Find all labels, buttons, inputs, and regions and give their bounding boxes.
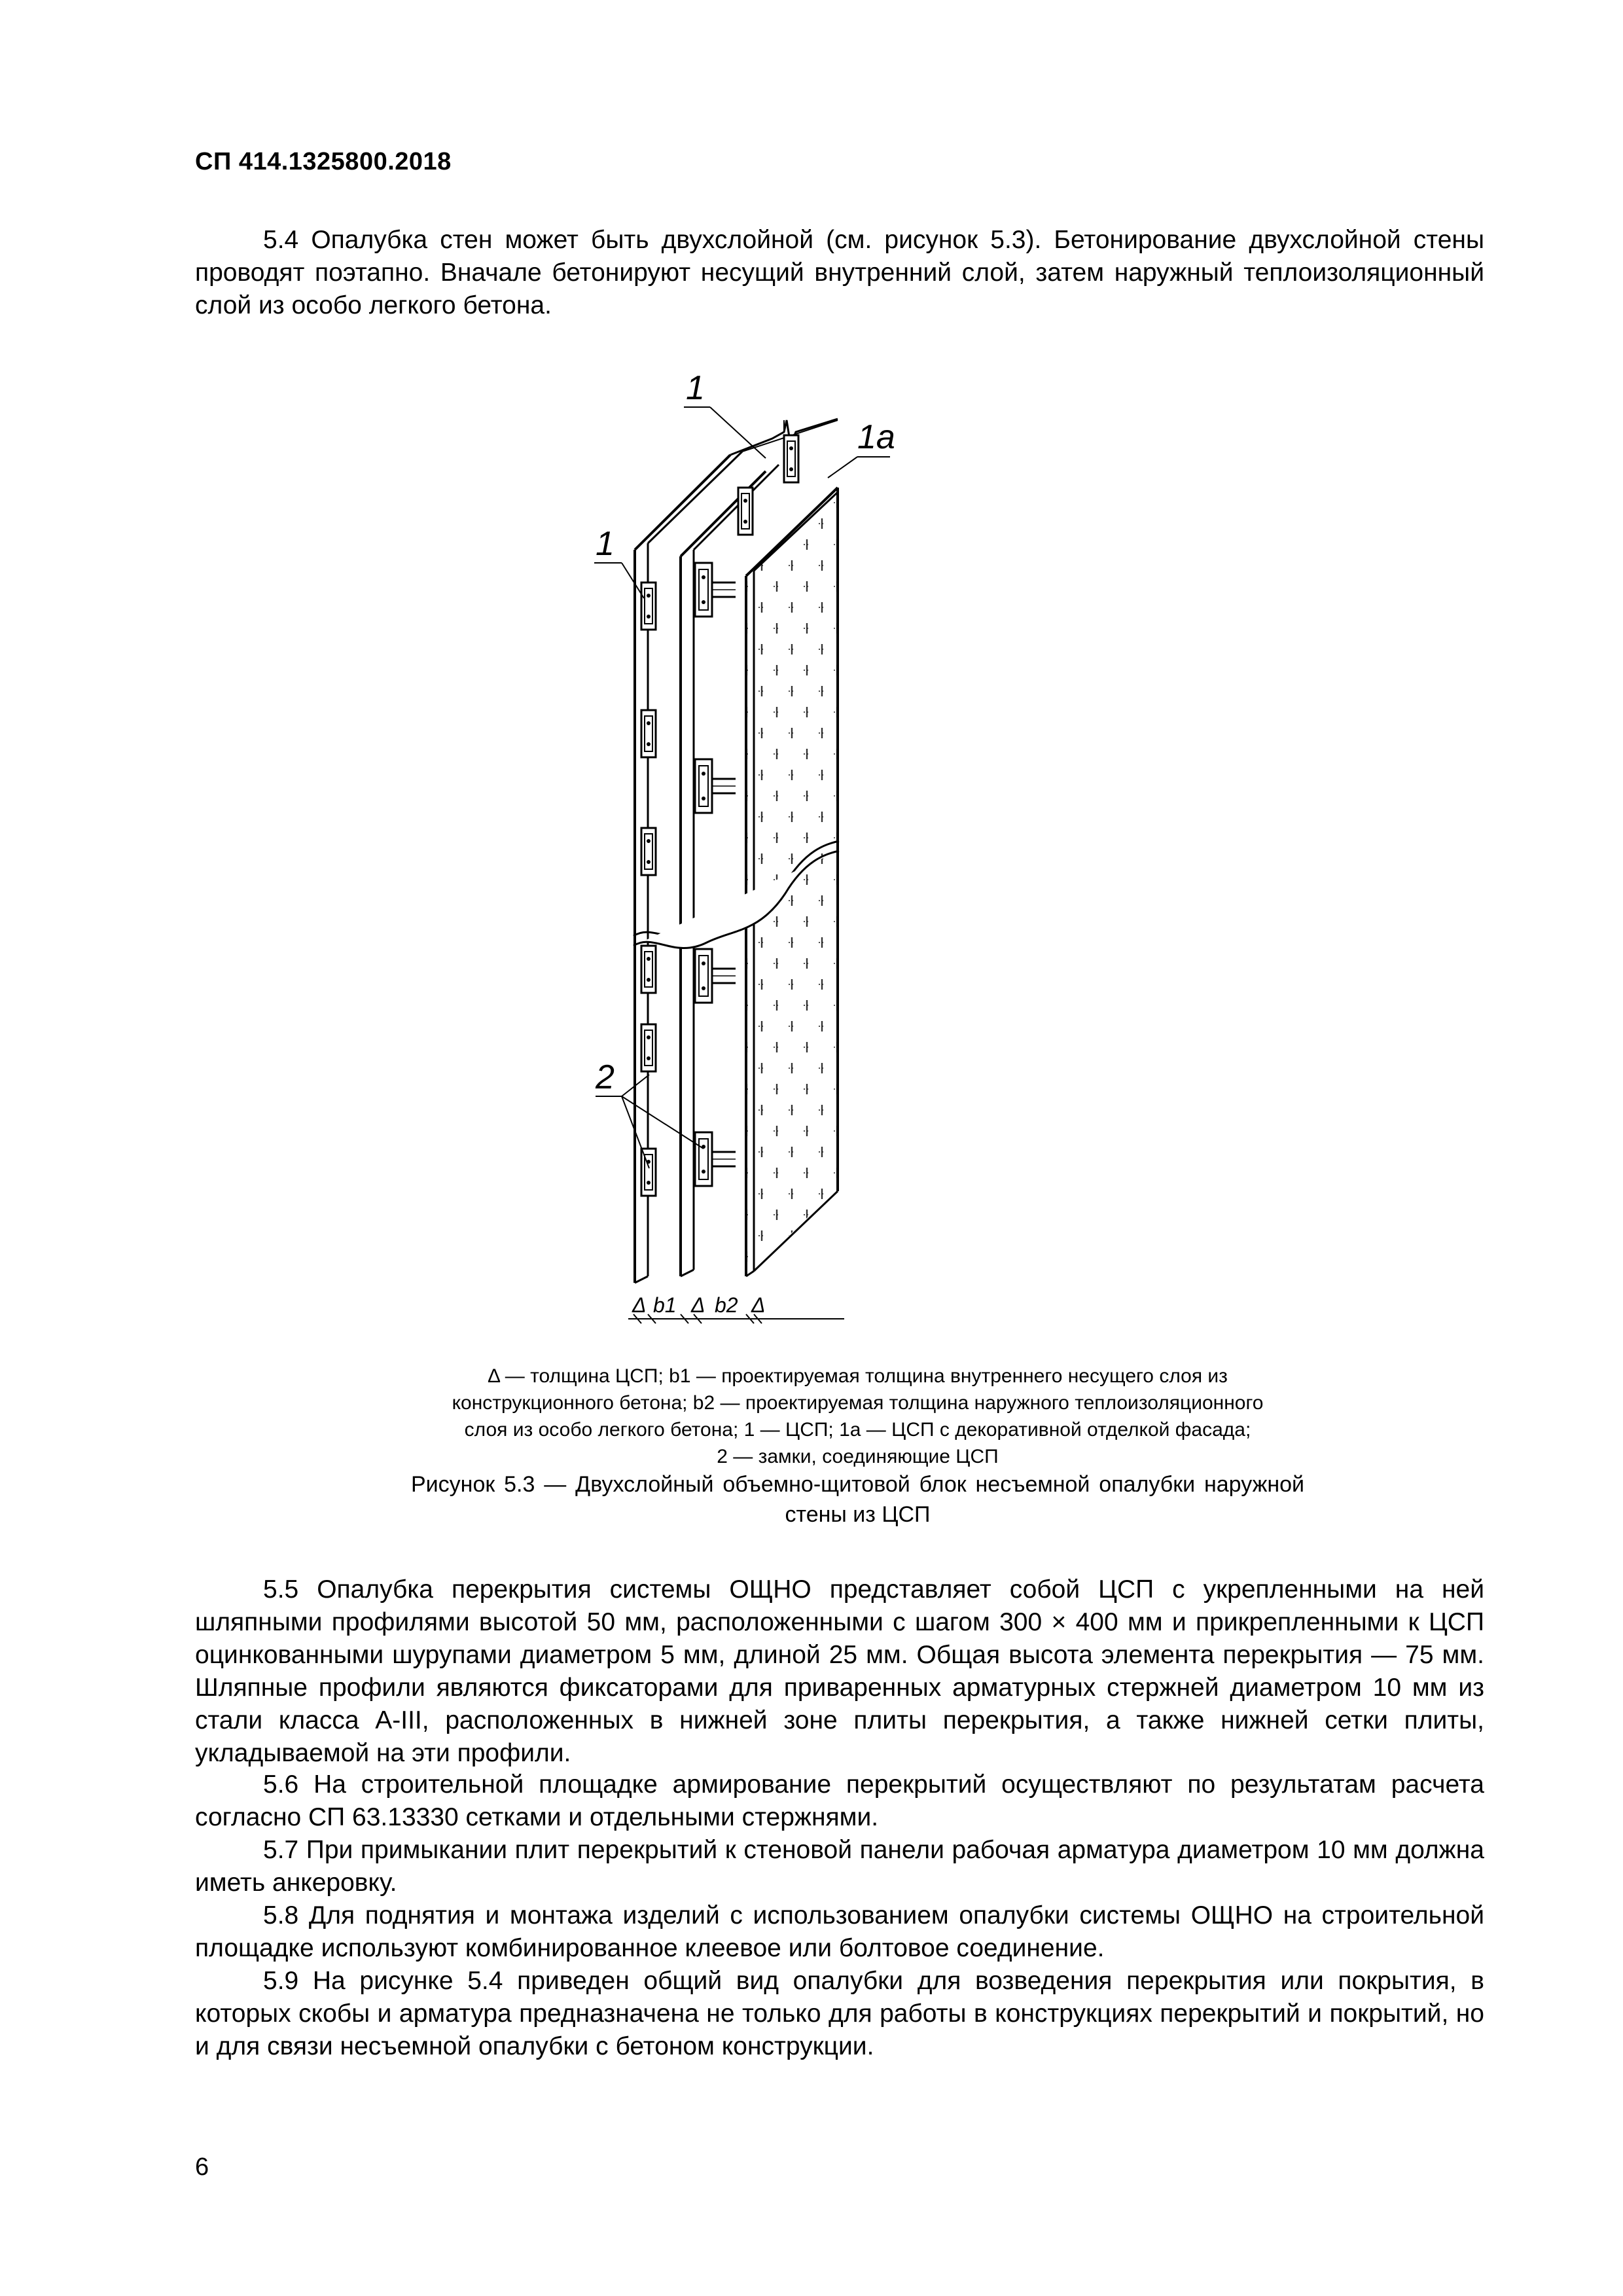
figure-label-1-left: 1	[596, 525, 615, 563]
paragraph-5-8: 5.8 Для поднятия и монтажа изделий с использованием опалубки системы ОЩНО на строительной площадке используют комбинированное клеевое или болтовое соединение.	[195, 1901, 1484, 1962]
document-code-header: СП 414.1325800.2018	[195, 148, 452, 175]
dim-b1: b1	[653, 1293, 677, 1317]
paragraph-5-6: 5.6 На строительной площадке армирование перекрытий осуществляют по результатам расчета согласно СП 63.13330 сетками и отдельными стержнями.	[195, 1770, 1484, 1831]
dim-delta-1: Δ	[632, 1293, 647, 1317]
figure-caption: Рисунок 5.3 — Двухслойный объемно-щитовой блок несъемной опалубки наружной стены из ЦСП	[411, 1472, 1304, 1527]
paragraph-5-9: 5.9 На рисунке 5.4 приведен общий вид опалубки для возведения перекрытия или покрытия, в которых скобы и арматура предназначена не только для работы в конструкциях перекрытий и покрытий, но и для связи несъемной опалубки с бетоном конструкции.	[195, 1967, 1484, 2060]
dim-delta-2: Δ	[691, 1293, 705, 1317]
legend-line: Δ — толщина ЦСП; b1 — проектируемая толщина внутреннего несущего слоя из	[488, 1365, 1228, 1387]
dim-b2: b2	[715, 1293, 738, 1317]
paragraph-5-5: 5.5 Опалубка перекрытия системы ОЩНО представляет собой ЦСП с укрепленными на ней шляпными профилями высотой 50 мм, расположенными с шагом 300 × 400 мм и прикрепленными к ЦСП оцинкованными шурупами диаметром 5 мм, длиной 25 мм. Общая высота элемента перекрытия — 75 мм. Шляпные профили являются фиксаторами для приваренных арматурных стержней диаметром 10 мм из стали класса А-III, расположенных в нижней зоне плиты перекрытия, а также нижней сетки плиты, укладываемой на эти профили.	[195, 1575, 1484, 1767]
legend-line: 2 — замки, соединяющие ЦСП	[717, 1446, 999, 1467]
figure-legend	[411, 1363, 1304, 1470]
figure-label-1-top: 1	[686, 369, 705, 407]
figure-label-2: 2	[596, 1058, 615, 1096]
page-number: 6	[195, 2153, 209, 2181]
dim-delta-3: Δ	[751, 1293, 766, 1317]
paragraph-5-7: 5.7 При примыкании плит перекрытий к стеновой панели рабочая арматура диаметром 10 мм должна иметь анкеровку.	[195, 1836, 1484, 1897]
figure-label-1a: 1а	[857, 418, 895, 456]
legend-line: слоя из особо легкого бетона; 1 — ЦСП; 1а — ЦСП с декоративной отделкой фасада;	[464, 1419, 1251, 1441]
legend-line: конструкционного бетона; b2 — проектируемая толщина наружного теплоизоляционного	[452, 1392, 1264, 1414]
figure-5-3-drawing	[576, 347, 1126, 1342]
paragraph-5-4: 5.4 Опалубка стен может быть двухслойной (см. рисунок 5.3). Бетонирование двухслойной стены проводят поэтапно. Вначале бетонируют несущий внутренний слой, затем наружный теплоизоляционный слой из особо легкого бетона.	[195, 226, 1484, 319]
